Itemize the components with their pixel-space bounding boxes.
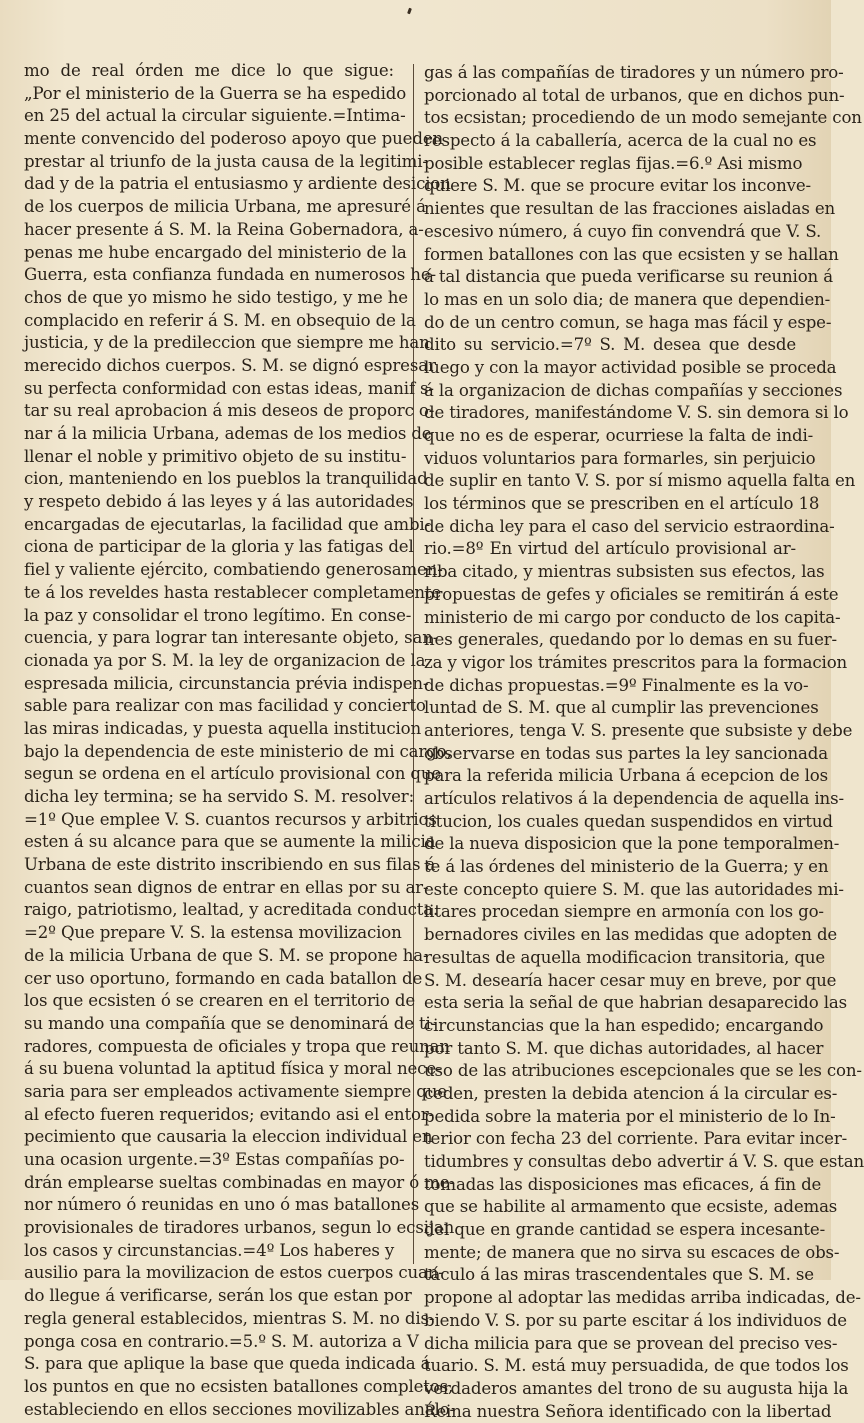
left-column-text-line: merecido dichos cuerpos. S. M. se dignó espresar	[24, 355, 436, 375]
right-column-text-line: formen batallones con las que ecsisten y se hallan	[424, 244, 839, 264]
right-column-text-line: posible establecer reglas fijas.=6.º Asi mismo	[424, 153, 803, 173]
left-column-text-line: dad y de la patria el entusiasmo y ardiente desicion	[24, 174, 451, 194]
right-column-text-line: nientes que resultan de las fracciones aisladas en	[424, 199, 836, 219]
left-column-text-line: =1º Que emplee V. S. cuantos recursos y arbitrios	[24, 809, 437, 829]
left-column-text-line: drán emplearse sueltas combinadas en mayor ó me-	[24, 1172, 455, 1192]
left-column-text-line: pecimiento que causaria la eleccion individual en	[24, 1127, 433, 1147]
left-column-text-line: cuencia, y para lograr tan interesante objeto, san-	[24, 628, 439, 648]
left-column-text-line: chos de que yo mismo he sido testigo, y me he	[24, 287, 408, 307]
left-column-text-line: nar á la milicia Urbana, ademas de los medios de	[24, 424, 432, 443]
left-column-text-line: los que ecsisten ó se crearen en el territorio de	[24, 991, 416, 1011]
right-column-text-line: propone al adoptar las medidas arriba indicadas, de-	[424, 1288, 861, 1308]
right-column-text-line: S. M. desearía hacer cesar muy en breve, por que	[424, 970, 837, 990]
right-column-text-line: dito su servicio.=7º S. M. desea que desde	[424, 335, 796, 355]
left-column-text-line: ponga cosa en contrario.=5.º S. M. autoriza a V	[24, 1331, 419, 1351]
left-column-text-line: do llegue á verificarse, serán los que estan por	[24, 1286, 412, 1306]
right-column-text-line: anteriores, tenga V. S. presente que subsiste y debe	[424, 720, 853, 740]
left-column-text-line: de los cuerpos de milicia Urbana, me apresuré á	[24, 197, 426, 217]
right-column-text-line: tos ecsistan; procediendo de un modo semejante con	[424, 108, 862, 128]
left-column-text-line: segun se ordena en el artículo provisional con que	[24, 764, 442, 784]
right-column-text-line: uso de las atribuciones escepcionales que se les con-	[424, 1061, 862, 1081]
left-column-text-line: ausilio para la movilizacion de estos cuerpos cuan-	[24, 1263, 444, 1283]
ink-mark	[407, 8, 412, 15]
left-column-text-line: de la milicia Urbana de que S. M. se propone ha-	[24, 945, 429, 965]
left-column-text-line: dicha ley termina; se ha servido S. M. resolver:	[24, 787, 415, 806]
right-column-text-line: escesivo número, á cuyo fin convendrá que V. S.	[424, 221, 822, 241]
right-column-text-line: riba citado, y mientras subsisten sus efectos, las	[424, 562, 825, 582]
left-column-text-line: nor número ó reunidas en uno ó mas batallones	[24, 1195, 420, 1215]
right-column-text-line: respecto á la caballería, acerca de la cual no es	[424, 131, 817, 151]
right-column-text-line: nes generales, quedando por lo demas en su fuer-	[424, 630, 837, 650]
right-column-text-line: artículos relativos á la dependencia de aquella ins-	[424, 789, 844, 808]
left-column-text-line: sable para realizar con mas facilidad y concierto	[24, 696, 426, 716]
right-column-text-line: para la referida milicia Urbana á ecepcion de los	[424, 766, 829, 786]
right-column-text-line: del que en grande cantidad se espera incesante-	[424, 1220, 826, 1240]
right-column-text-line: titucion, los cuales quedan suspendidos en virtud	[424, 811, 833, 831]
left-column-text-line: encargadas de ejecutarlas, la facilidad que ambi-	[24, 514, 431, 534]
right-column-text-line: táculo á las miras trascendentales que S. M. se	[424, 1265, 814, 1285]
left-column-text-line: complacido en referir á S. M. en obsequio de la	[24, 310, 416, 330]
right-column-text-line: que no es de esperar, ocurriese la falta de indi-	[424, 426, 814, 445]
right-column-text-line: los términos que se prescriben en el artículo 18	[424, 494, 820, 514]
right-column-text-line: za y vigor los trámites prescritos para la formacion	[424, 652, 848, 672]
left-column-text-line: raigo, patriotismo, lealtad, y acreditada conducta.	[24, 900, 439, 920]
right-column-text-line: por tanto S. M. que dichas autoridades, al hacer	[424, 1038, 824, 1058]
left-column-text-line: justicia, y de la predileccion que siempre me han	[24, 333, 430, 353]
right-column-text-line: resultas de aquella modificacion transitoria, que	[424, 947, 826, 967]
right-column-text-line: rio.=8º En virtud del artículo provisional ar-	[424, 539, 796, 559]
left-column-text-line: cion, manteniendo en los pueblos la tranquilidad	[24, 469, 428, 489]
left-column-text-line: su perfecta conformidad con estas ideas, manif s-	[24, 378, 434, 398]
right-column-text-line: esta seria la señal de que habrian desaparecido las	[424, 993, 847, 1013]
right-column-text-line: de la nueva disposicion que la pone temporalmen-	[424, 834, 840, 854]
right-column	[424, 0, 864, 1423]
left-column-text-line: ciona de participar de la gloria y las fatigas del	[24, 537, 414, 557]
left-column-text-line: saria para ser empleados activamente siempre que	[24, 1081, 447, 1101]
left-column-text-line: cuantos sean dignos de entrar en ellas por su ar-	[24, 877, 429, 897]
left-column-text-line: hacer presente á S. M. la Reina Gobernadora, a-	[24, 219, 424, 239]
left-column-text-line: tar su real aprobacion á mis deseos de proporc o-	[24, 401, 435, 421]
left-column-text-line: su mando una compañía que se denominará de ti-	[24, 1013, 437, 1033]
right-column-text-line: gas á las compañías de tiradores y un número pro-	[424, 63, 844, 82]
right-column-text-line: do de un centro comun, se haga mas fácil y espe-	[424, 312, 832, 332]
right-column-text-line: á tal distancia que pueda verificarse su reunion á	[424, 267, 833, 287]
left-column	[24, 0, 455, 1421]
right-column-text-line: viduos voluntarios para formarles, sin perjuicio	[424, 448, 816, 468]
left-column-text-line: prestar al triunfo de la justa causa de la legitimi-	[24, 151, 428, 171]
right-column-text-line: lo mas en un solo dia; de manera que dependien-	[424, 289, 831, 309]
right-column-text-line: propuestas de gefes y oficiales se remitirán á este	[424, 584, 839, 604]
right-column-text-line: tomadas las disposiciones mas eficaces, á fin de	[424, 1174, 822, 1194]
left-column-text-line: á su buena voluntad la aptitud física y moral nece-	[24, 1059, 442, 1079]
right-column-text-line: á la organizacion de dichas compañías y secciones	[424, 380, 843, 400]
right-column-text-line: bernadores civiles en las medidas que adopten de	[424, 925, 838, 945]
right-column-text-line: terior con fecha 23 del corriente. Para evitar incer-	[424, 1129, 848, 1149]
left-column-text-line: mo de real órden me dice lo que sigue:	[24, 61, 394, 80]
right-column-text-line: litares procedan siempre en armonía con los go-	[424, 902, 824, 922]
right-column-text-line: verdaderos amantes del trono de su augusta hija la	[424, 1378, 849, 1398]
left-column-text-line: Urbana de este distrito inscribiendo en sus filas á	[24, 855, 436, 875]
right-column-text-line: de tiradores, manifestándome V. S. sin demora si lo	[424, 403, 849, 423]
right-column-text-line: pedida sobre la materia por el ministerio de lo In-	[424, 1106, 836, 1126]
left-column-text-line: en 25 del actual la circular siguiente.=Intima-	[24, 106, 406, 126]
left-column-text-line: una ocasion urgente.=3º Estas compañías po-	[24, 1150, 405, 1169]
left-column-text-line: estableciendo en ellos secciones movilizables análo-	[24, 1399, 455, 1419]
left-column-text-line: fiel y valiente ejército, combatiendo generosamen-	[24, 560, 443, 580]
left-column-text-line: cer uso oportuno, formando en cada batallon de	[24, 968, 423, 988]
left-column-text-line: y respeto debido á las leyes y á las autoridades	[24, 492, 414, 512]
right-column-text-line: mente; de manera que no sirva su escaces de obs-	[424, 1242, 840, 1262]
right-column-text-line: de dicha ley para el caso del servicio estraordina-	[424, 516, 835, 536]
right-column-text-line: este concepto quiere S. M. que las autoridades mi-	[424, 879, 844, 899]
left-column-text-line: regla general establecidos, mientras S. M. no dis-	[24, 1308, 435, 1328]
right-column-text-line: ceden, presten la debida atencion á la circular es-	[424, 1083, 838, 1103]
left-column-text-line: los puntos en que no ecsisten batallones completos,	[24, 1376, 454, 1396]
right-column-text-line: que se habilite al armamento que ecsiste, ademas	[424, 1197, 838, 1217]
right-column-text-line: tidumbres y consultas debo advertir á V. S. que estan	[424, 1152, 864, 1171]
right-column-text-line: dicha milicia para que se provean del preciso ves-	[424, 1333, 838, 1353]
left-column-text-line: bajo la dependencia de este ministerio de mi cargo,	[24, 741, 452, 761]
left-column-text-line: mente convencido del poderoso apoyo que pueden	[24, 129, 444, 149]
right-column-text-line: Reina nuestra Señora identificado con la libertad	[424, 1401, 832, 1421]
right-column-text-line: ministerio de mi cargo por conducto de los capita-	[424, 607, 841, 627]
left-column-text-line: S. para que aplique la base que queda indicada á	[24, 1354, 431, 1374]
right-column-text-line: de dichas propuestas.=9º Finalmente es la vo-	[424, 675, 809, 695]
right-column-text-line: biendo V. S. por su parte escitar á los individuos de	[424, 1310, 847, 1330]
right-column-text-line: quiere S. M. que se procure evitar los inconve-	[424, 176, 811, 196]
left-column-text-line: las miras indicadas, y puesta aquella institucion	[24, 718, 422, 738]
left-column-text-line: provisionales de tiradores urbanos, segun lo ecsijan	[24, 1218, 455, 1238]
left-column-text-line: los casos y circunstancias.=4º Los haberes y	[24, 1240, 395, 1260]
left-column-text-line: penas me hube encargado del ministerio de la	[24, 242, 407, 262]
left-column-text-line: esten á su alcance para que se aumente la milicia	[24, 832, 436, 852]
right-column-text-line: luntad de S. M. que al cumplir las prevenciones	[424, 698, 819, 718]
left-column-text-line: te á los reveldes hasta restablecer completamente	[24, 582, 442, 602]
left-column-text-line: al efecto fueren requeridos; evitando asi el entor-	[24, 1104, 435, 1124]
left-column-text-line: cionada ya por S. M. la ley de organizacion de la	[24, 650, 426, 670]
left-column-text-line: „Por el ministerio de la Guerra se ha espedido	[24, 83, 407, 103]
right-column-text-line: tuario. S. M. está muy persuadida, de que todos los	[424, 1356, 849, 1376]
right-column-text-line: luego y con la mayor actividad posible se proceda	[424, 357, 837, 377]
right-column-text-line: te á las órdenes del ministerio de la Guerra; y en	[424, 857, 829, 877]
left-column-text-line: =2º Que prepare V. S. la estensa movilizacion	[24, 923, 402, 943]
left-column-text-line: Guerra, esta confianza fundada en numerosos he-	[24, 265, 436, 285]
right-column-text-line: de suplir en tanto V. S. por sí mismo aquella falta en	[424, 471, 856, 491]
left-column-text-line: radores, compuesta de oficiales y tropa que reunan	[24, 1036, 450, 1056]
right-column-text-line: circunstancias que la han espedido; encargando	[424, 1015, 824, 1035]
right-column-text-line: porcionado al total de urbanos, que en dichos pun-	[424, 85, 845, 105]
left-column-text-line: llenar el noble y primitivo objeto de su institu-	[24, 446, 407, 466]
left-column-text-line: la paz y consolidar el trono legítimo. En conse-	[24, 605, 412, 625]
right-column-text-line: observarse en todas sus partes la ley sancionada	[424, 743, 828, 763]
left-column-text-line: espresada milicia, circunstancia prévia indispen-	[24, 673, 429, 693]
